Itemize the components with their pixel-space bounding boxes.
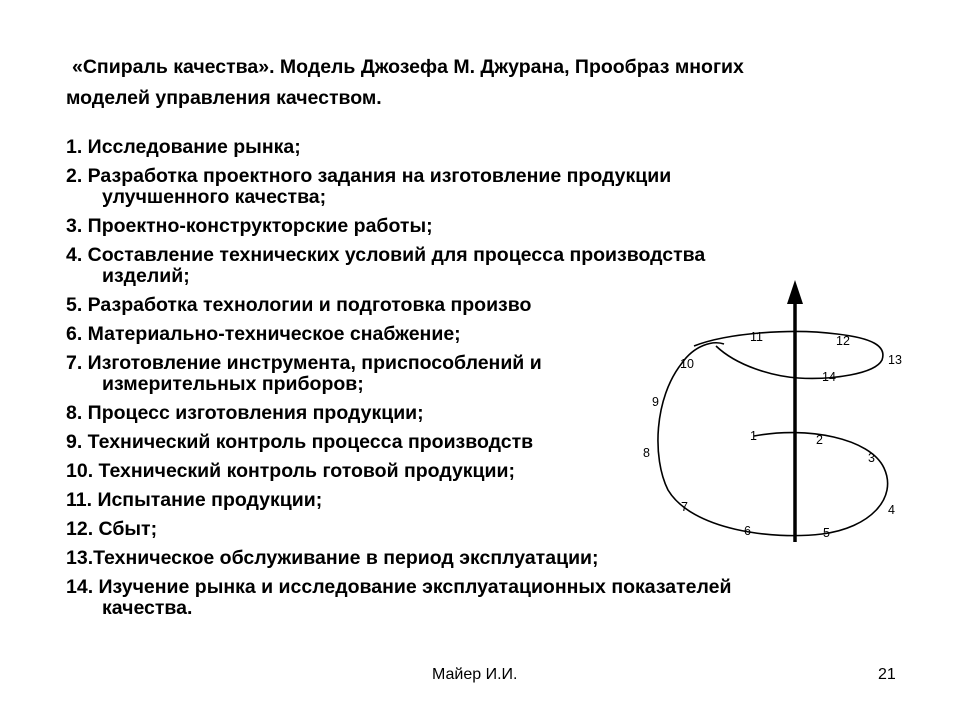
item-text: 1. Исследование рынка; [66,136,301,158]
item-text: 3. Проектно-конструкторские работы; [66,215,433,237]
item-text: 11. Испытание продукции; [66,489,323,511]
label-11: 11 [750,330,763,344]
footer-author: Майер И.И. [432,666,518,683]
label-8: 8 [643,446,650,460]
label-10: 10 [680,357,694,371]
label-12: 12 [836,334,850,348]
item-text: 10. Технический контроль готовой продукции; [66,460,516,482]
item-text: 8. Процесс изготовления продукции; [66,402,424,424]
spiral-lower-loop [658,343,888,536]
axis-arrowhead [787,280,803,304]
title-line-1: «Спираль качества». Модель Джозефа М. Джурана, Прообраз многих [72,56,744,78]
item-text: 12. Сбыт; [66,518,158,540]
item-continuation: качества. [102,597,193,619]
list-item [66,166,946,208]
label-6: 6 [744,524,751,538]
list-item [66,137,946,158]
item-text: 13.Техническое обслуживание в период эксплуатации; [66,547,599,569]
label-13: 13 [888,353,902,367]
quality-spiral-diagram [632,278,922,548]
item-text: 5. Разработка технологии и подготовка произво [66,294,532,316]
item-text: 14. Изучение рынка и исследование эксплуатационных показателей [66,576,732,598]
list-item [66,216,946,237]
page-number: 21 [878,666,896,683]
item-continuation: измерительных приборов; [102,373,364,395]
label-3: 3 [868,451,875,465]
label-1: 1 [750,429,757,443]
label-9: 9 [652,395,659,409]
item-text: 9. Технический контроль процесса производств [66,431,534,453]
label-5: 5 [823,526,830,540]
item-text: 7. Изготовление инструмента, приспособлений и [66,352,542,374]
label-14: 14 [822,370,836,384]
item-continuation: изделий; [102,265,190,287]
item-continuation: улучшенного качества; [102,186,327,208]
title-line-2: моделей управления качеством. [66,87,382,109]
label-4: 4 [888,503,895,517]
item-text: 2. Разработка проектного задания на изготовление продукции [66,165,672,187]
label-2: 2 [816,433,823,447]
list-item [66,548,946,569]
spiral-upper-loop [694,331,883,378]
item-text: 4. Составление технических условий для процесса производства [66,244,706,266]
label-7: 7 [681,500,688,514]
slide-title [66,52,926,114]
item-text: 6. Материально-техническое снабжение; [66,323,461,345]
list-item [66,577,946,619]
